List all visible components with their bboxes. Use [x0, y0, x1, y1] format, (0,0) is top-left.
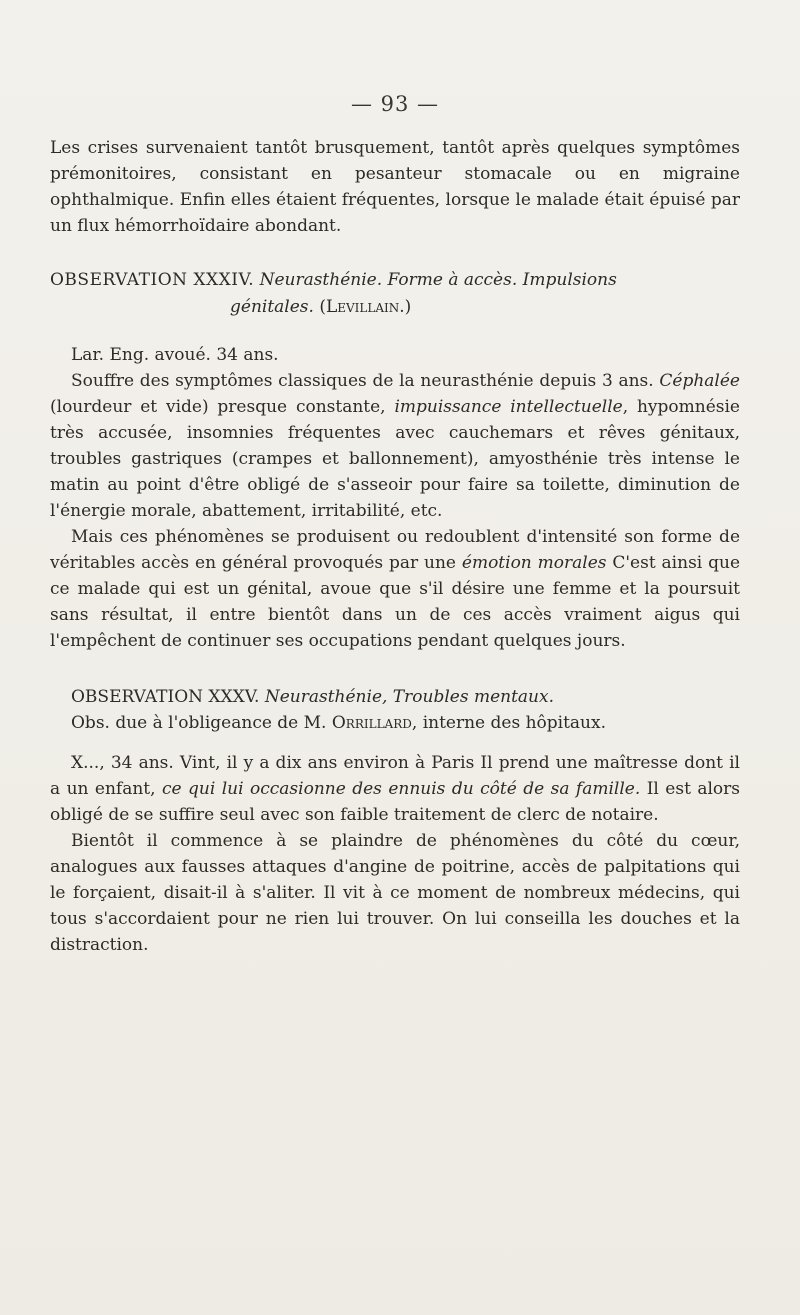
observation-34-paragraph-1: Souffre des symptômes classiques de la neurasthénie depuis 3 ans. Céphalée (lourdeur et vide) presque constante, impuissance intellectuelle, hypomnésie très accusée, insomnies fréquentes avec cauchemars et rêves génitaux, troubles gastriques (crampes et ballonnement), amyosthénie très intense le matin au point d'être obligé de s'asseoir pour faire sa toilette, diminution de l'énergie morale, abattement, irritabilité, etc.: [50, 371, 740, 521]
observation-35-note: Obs. due à l'obligeance de M. Orrillard, interne des hôpitaux.: [71, 713, 607, 733]
intro-paragraph: Les crises survenaient tantôt brusquement, tantôt après quelques symptômes prémonitoires, consistant en pesanteur stomacale ou en migraine ophthalmique. Enfin elles étaient fréquentes, lorsque le malade était épuisé par un flux hémorrhoïdaire abondant.: [50, 138, 740, 236]
observation-34-heading: [50, 267, 740, 321]
page-content: [50, 135, 740, 958]
observation-35-title: Neurasthénie, Troubles mentaux.: [264, 687, 555, 707]
observation-34-title-part2: génitales.: [230, 297, 314, 317]
observation-35-heading: [50, 684, 740, 736]
observation-34-author: (Levillain.): [319, 297, 412, 317]
observation-34-patient: Lar. Eng. avoué. 34 ans.: [71, 345, 279, 365]
page-number: — 93 —: [350, 92, 440, 116]
observation-35-paragraph-2: Bientôt il commence à se plaindre de phénomènes du côté du cœur, analogues aux fausses attaques d'angine de poitrine, accès de palpitations qui le forçaient, disait-il à s'aliter. Il vit à ce moment de nombreux médecins, qui tous s'accordaient pour ne rien lui trouver. On lui conseilla les douches et la distraction.: [50, 831, 740, 955]
observation-34-label: OBSERVATION XXXIV.: [50, 270, 255, 290]
observation-35-label: OBSERVATION XXXV.: [71, 687, 260, 707]
observation-34-title-part1: Neurasthénie. Forme à accès. Impulsions: [259, 270, 617, 290]
observation-34-paragraph-2: Mais ces phénomènes se produisent ou redoublent d'intensité son forme de véritables accès en général provoqués par une émotion morales C'est ainsi que ce malade qui est un génital, avoue que s'il désire une femme et la poursuit sans résultat, il entre bientôt dans un de ces accès vraiment aigus qui l'empêchent de continuer ses occupations pendant quelques jours.: [50, 527, 741, 651]
observation-35-paragraph-1: X..., 34 ans. Vint, il y a dix ans environ à Paris Il prend une maîtresse dont il a un enfant, ce qui lui occasionne des ennuis du côté de sa famille. Il est alors obligé de se suffire seul avec son faible traitement de clerc de notaire.: [50, 753, 741, 825]
